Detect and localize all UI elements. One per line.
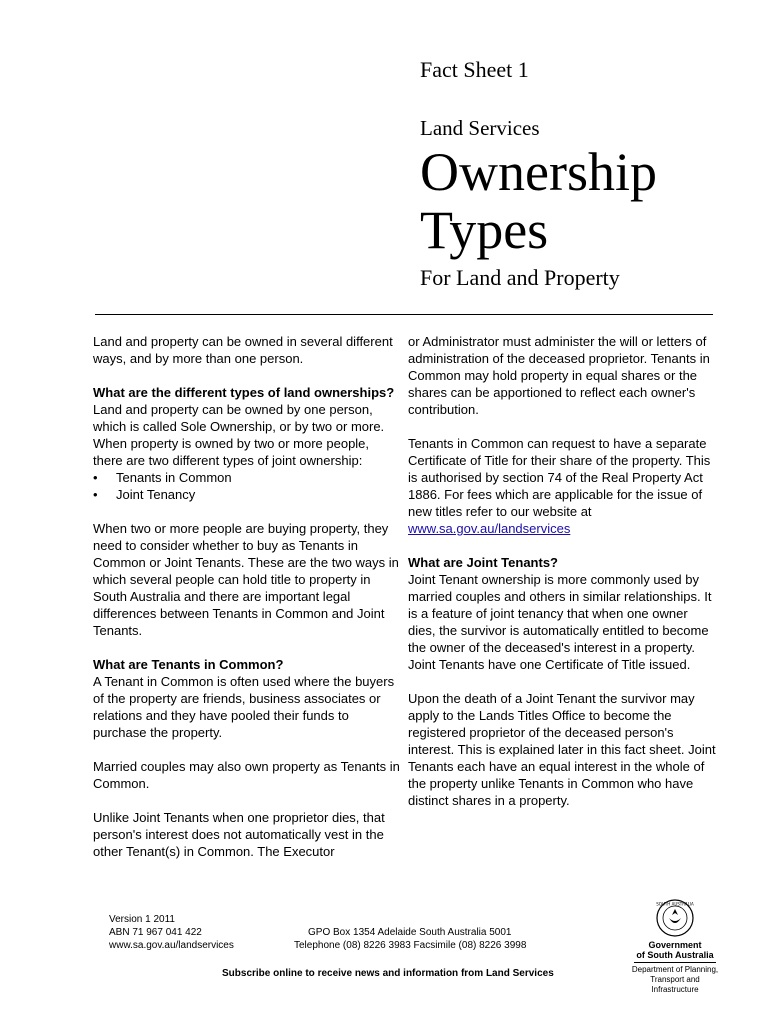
phone-text: Telephone (08) 8226 3983 Facsimile (08) 8226 3998 <box>294 940 527 951</box>
government-logo <box>630 898 720 995</box>
certificate-paragraph <box>408 435 718 537</box>
heading-tenants-in-common: What are Tenants in Common? <box>93 657 284 672</box>
heading-joint-tenants: What are Joint Tenants? <box>408 555 558 570</box>
left-column <box>93 333 401 860</box>
intro-paragraph: Land and property can be owned in several different ways, and by more than one person. <box>93 334 393 366</box>
dept-line-1: Department of Planning, <box>631 965 719 974</box>
ownership-paragraph: Land and property can be owned by one person, which is called Sole Ownership, or by two or more. When property is owned by two or more people, there are two different types of joint ownership: <box>93 402 385 468</box>
tenants-common-paragraph: A Tenant in Common is often used where the buyers of the property are friends, business associates or relations and they have pooled their funds to purchase the property. <box>93 674 395 740</box>
title-line-1: Ownership <box>420 142 657 202</box>
ownership-list <box>93 469 401 503</box>
seal-text: SOUTH AUSTRALIA <box>656 901 694 907</box>
proprietor-dies-paragraph: Unlike Joint Tenants when one proprietor dies, that person's interest does not automatically vest in the other Tenant(s) in Common. The Executor <box>93 810 385 859</box>
logo-divider <box>634 962 716 963</box>
list-item: • Tenants in Common <box>93 469 401 486</box>
version-text: Version 1 2011 <box>109 914 175 925</box>
right-column <box>408 333 718 809</box>
header-divider <box>95 314 713 315</box>
dept-line-2: Transport and Infrastructure <box>650 975 700 994</box>
gov-line-2: of South Australia <box>636 950 714 960</box>
landservices-link[interactable]: www.sa.gov.au/landservices <box>408 521 571 536</box>
buying-paragraph: When two or more people are buying property, they need to consider whether to buy as Tenants in Common or Joint Tenants. These are the two ways in which several people can hold title to property in South Australia and there are important legal differences between Tenants in Common and Joint Tenants. <box>93 521 399 638</box>
fact-sheet-label: Fact Sheet 1 <box>420 57 529 82</box>
footer-website: www.sa.gov.au/landservices <box>109 940 234 951</box>
joint-tenants-paragraph: Joint Tenant ownership is more commonly used by married couples and others in similar relationships. It is a feature of joint tenancy that when one owner dies, the survivor is automatically entitled to become the owner of the deceased's interest in a property. Joint Tenants have one Certificate of Title issued. <box>408 572 712 672</box>
page-subtitle: For Land and Property <box>420 265 620 290</box>
abn-text: ABN 71 967 041 422 <box>109 927 202 938</box>
administrator-paragraph: or Administrator must administer the will or letters of administration of the deceased proprietor. Tenants in Common may hold property in equal shares or the shares can be apportioned to reflect each owner's contribution. <box>408 334 710 417</box>
division-label: Land Services <box>420 116 540 140</box>
heading-ownership-types: What are the different types of land ownerships? <box>93 385 395 400</box>
footer-contact <box>294 926 526 952</box>
gov-line-1: Government <box>648 940 702 950</box>
title-line-2: Types <box>420 200 549 260</box>
page-title <box>420 143 657 259</box>
subscribe-text: Subscribe online to receive news and information from Land Services <box>222 968 554 979</box>
certificate-text: Tenants in Common can request to have a separate Certificate of Title for their share of the property. This is authorised by section 74 of the Real Property Act 1886. For fees which are applicable for the issue of new titles refer to our website at <box>408 436 711 519</box>
death-of-tenant-paragraph: Upon the death of a Joint Tenant the survivor may apply to the Lands Titles Office to become the registered proprietor of the deceased person's interest. This is explained later in this fact sheet. Joint Tenants each have an equal interest in the whole of the property unlike Tenants in Common who have distinct shares in a property. <box>408 691 716 808</box>
address-text: GPO Box 1354 Adelaide South Australia 5001 <box>308 927 512 938</box>
state-seal-icon <box>655 898 695 938</box>
list-item: • Joint Tenancy <box>93 486 401 503</box>
married-couples-paragraph: Married couples may also own property as Tenants in Common. <box>93 759 400 791</box>
footer-left <box>109 913 234 952</box>
